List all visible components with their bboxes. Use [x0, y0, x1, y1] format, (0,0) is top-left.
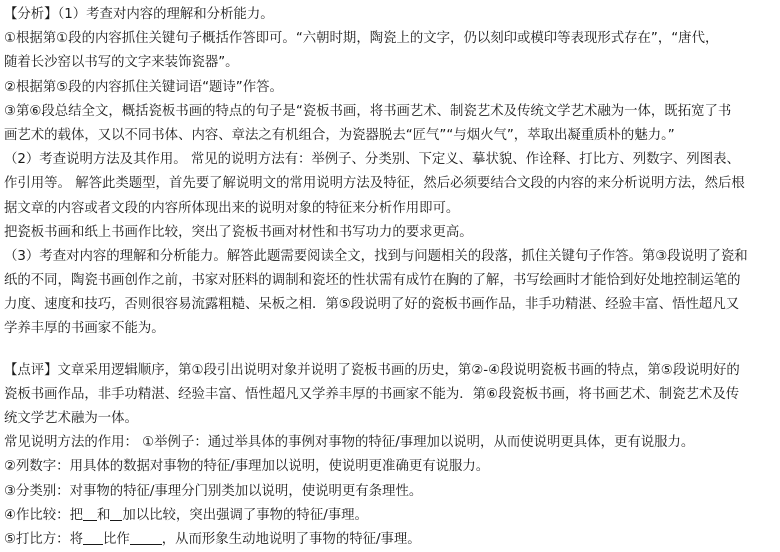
text-line: 统文学艺术融为一体。: [4, 411, 138, 426]
compare-line: [4, 504, 770, 528]
text-line: （3）考查对内容的理解和分析能力。解答此题需要阅读全文，找到与问题相关的段落，抓住关键句子作答。第③段说明了瓷和: [4, 248, 748, 264]
text-line: （2）考查说明方法及其作用。 常见的说明方法有：举例子、分类别、下定义、摹状貌、作诠释、打比方、列数字、列图表、: [4, 152, 740, 168]
metaphor-text-2: 比作: [102, 531, 130, 547]
text-line: ③第⑥段总结全文，概括瓷板书画的特点的句子是“瓷板书画，将书画艺术、制瓷艺术及传统文学艺术融为一体，既拓宽了书: [4, 103, 732, 119]
text-line: 【点评】文章采用逻辑顺序，第①段引出说明对象并说明了瓷板书画的历史，第②-④段说明瓷板书画的特点，第⑤段说明好的: [4, 362, 740, 378]
fill-blank: [83, 530, 103, 545]
metaphor-line: [4, 528, 770, 552]
section-gap: [4, 342, 770, 359]
compare-text-2: 和: [96, 507, 111, 523]
compare-text-3: 加以比较，突出强调了事物的特征/事理。: [122, 507, 368, 523]
fill-blank: [110, 506, 122, 521]
fill-blank: [130, 530, 162, 545]
text-line: ③分类别：对事物的特征/事理分门别类加以说明，使说明更有条理性。: [4, 483, 423, 499]
text-line: 力度、速度和技巧，否则很容易流露粗糙、呆板之相．第⑤段说明了好的瓷板书画作品，非手功精湛、经验丰富、悟性超凡又: [4, 297, 740, 313]
text-line: 随着长沙窑以书写的文字来装饰瓷器”。: [4, 55, 239, 71]
text-line: 学养丰厚的书画家不能为。: [4, 321, 165, 337]
fill-blank: [83, 506, 97, 521]
compare-text-1: ④作比较：把: [4, 507, 83, 523]
text-line: 作引用等。 解答此类题型，首先要了解说明文的常用说明方法及特征，然后必须要结合文段的内容的来分析说明方法，然后根: [4, 176, 745, 192]
analysis-section: [4, 3, 770, 342]
text-line: 常见说明方法的作用： ①举例子：通过举具体的事例对事物的特征/事理加以说明，从而使说明更具体，更有说服力。: [4, 435, 695, 451]
text-line: ②列数字：用具体的数据对事物的特征/事理加以说明，使说明更准确更有说服力。: [4, 459, 490, 475]
text-line: 瓷板书画作品，非手功精湛、经验丰富、悟性超凡又学养丰厚的书画家不能为．第⑥段瓷板书画，将书画艺术、制瓷艺术及传: [4, 386, 740, 402]
text-line: 纸的不同，陶瓷书画创作之前，书家对胚料的调制和瓷坯的性状需有成竹在胸的了解，书写绘画时才能恰到好处地控制运笔的: [4, 273, 741, 289]
text-line: 把瓷板书画和纸上书画作比较，突出了瓷板书画对材性和书写功力的要求更高。: [4, 224, 473, 240]
text-line: 画艺术的载体，又以不同书体、内容、章法之有机组合，为瓷器脱去“匠气”“与烟火气”，萃取出凝重质朴的魅力。”: [4, 127, 675, 143]
metaphor-text-1: ⑤打比方：将: [4, 531, 83, 547]
text-line: ②根据第⑤段的内容抓住关键词语“题诗”作答。: [4, 79, 283, 95]
text-line: ①根据第①段的内容抓住关键句子概括作答即可。“六朝时期，陶瓷上的文字，仍以刻印或模印等表现形式存在”，“唐代，: [4, 31, 719, 47]
text-line: 据文章的内容或者文段的内容所体现出来的说明对象的特征来分析作用即可。: [4, 200, 460, 216]
metaphor-text-3: ，从而形象生动地说明了事物的特征/事理。: [161, 531, 421, 547]
comment-section: [4, 359, 770, 552]
text-line: 【分析】（1）考查对内容的理解和分析能力。: [4, 7, 274, 22]
